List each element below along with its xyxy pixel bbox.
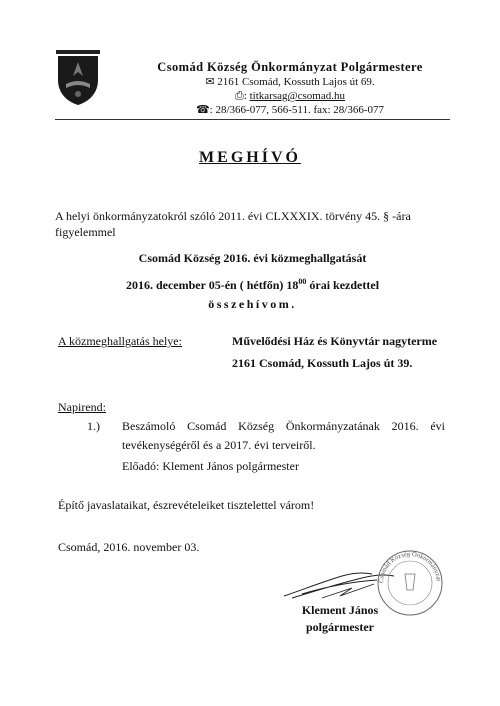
svg-text:Csomád Község Önkormányzat: Csomád Község Önkormányzat — [377, 550, 442, 584]
email-link[interactable]: titkarsag@csomad.hu — [249, 90, 345, 102]
signer-title: polgármester — [306, 620, 374, 634]
letterhead-address-line — [105, 75, 475, 89]
intro-line-1: A helyi önkormányzatokról szóló 2011. évi CLXXXIX. törvény 45. § -ára — [55, 209, 411, 223]
agenda-presenter: Előadó: Klement János polgármester — [122, 459, 299, 473]
event-time-minutes: 00 — [298, 277, 307, 286]
intro-line-2: figyelemmel — [55, 225, 116, 239]
letterhead-email-line: ⎙: titkarsag@csomad.hu — [235, 90, 345, 102]
venue-name: Művelődési Ház és Könyvtár nagyterme — [232, 334, 438, 348]
closing-sentence: Építő javaslataikat, észrevételeiket tisztelettel várom! — [58, 498, 315, 512]
envelope-icon: ✉ — [205, 76, 215, 88]
agenda-label: Napirend: — [58, 400, 106, 414]
letterhead-title: Csomád Község Önkormányzat Polgármestere — [157, 60, 423, 74]
agenda-item-number: 1.) — [87, 419, 100, 433]
agenda-item-line-2: tevékenységéről és a 2017. évi terveiről. — [122, 438, 316, 452]
intro-paragraph — [55, 208, 450, 240]
venue-address: 2161 Csomád, Kossuth Lajos út 39. — [232, 356, 413, 370]
coat-of-arms-icon — [54, 50, 102, 106]
agenda-item-line-1: Beszámoló Csomád Község Önkormányzatának 2016. évi — [122, 419, 445, 433]
letterhead — [105, 60, 475, 117]
letterhead-address: 2161 Csomád, Kossuth Lajos út 69. — [217, 76, 375, 88]
venue-label: A közmeghallgatás helye: — [58, 334, 182, 348]
letterhead-phone-line — [105, 103, 475, 117]
signer-name: Klement János — [301, 603, 379, 617]
printer-icon: ⎙ — [235, 90, 244, 102]
event-name: Csomád Község 2016. évi közmeghallgatását — [138, 251, 367, 265]
event-date: 2016. december 05-én ( hétfőn) 18 — [125, 278, 299, 292]
document-title: MEGHÍVÓ — [199, 149, 301, 166]
header-divider — [55, 119, 450, 120]
telephone-icon: ☎ — [195, 104, 210, 116]
event-date-time — [55, 274, 450, 293]
event-time-suffix: órai kezdettel — [306, 278, 380, 292]
letterhead-phone: : 28/366-077, 566-511. fax: 28/366-077 — [209, 104, 385, 116]
convene-statement: összehívom. — [208, 297, 297, 311]
place-date: Csomád, 2016. november 03. — [58, 540, 200, 554]
